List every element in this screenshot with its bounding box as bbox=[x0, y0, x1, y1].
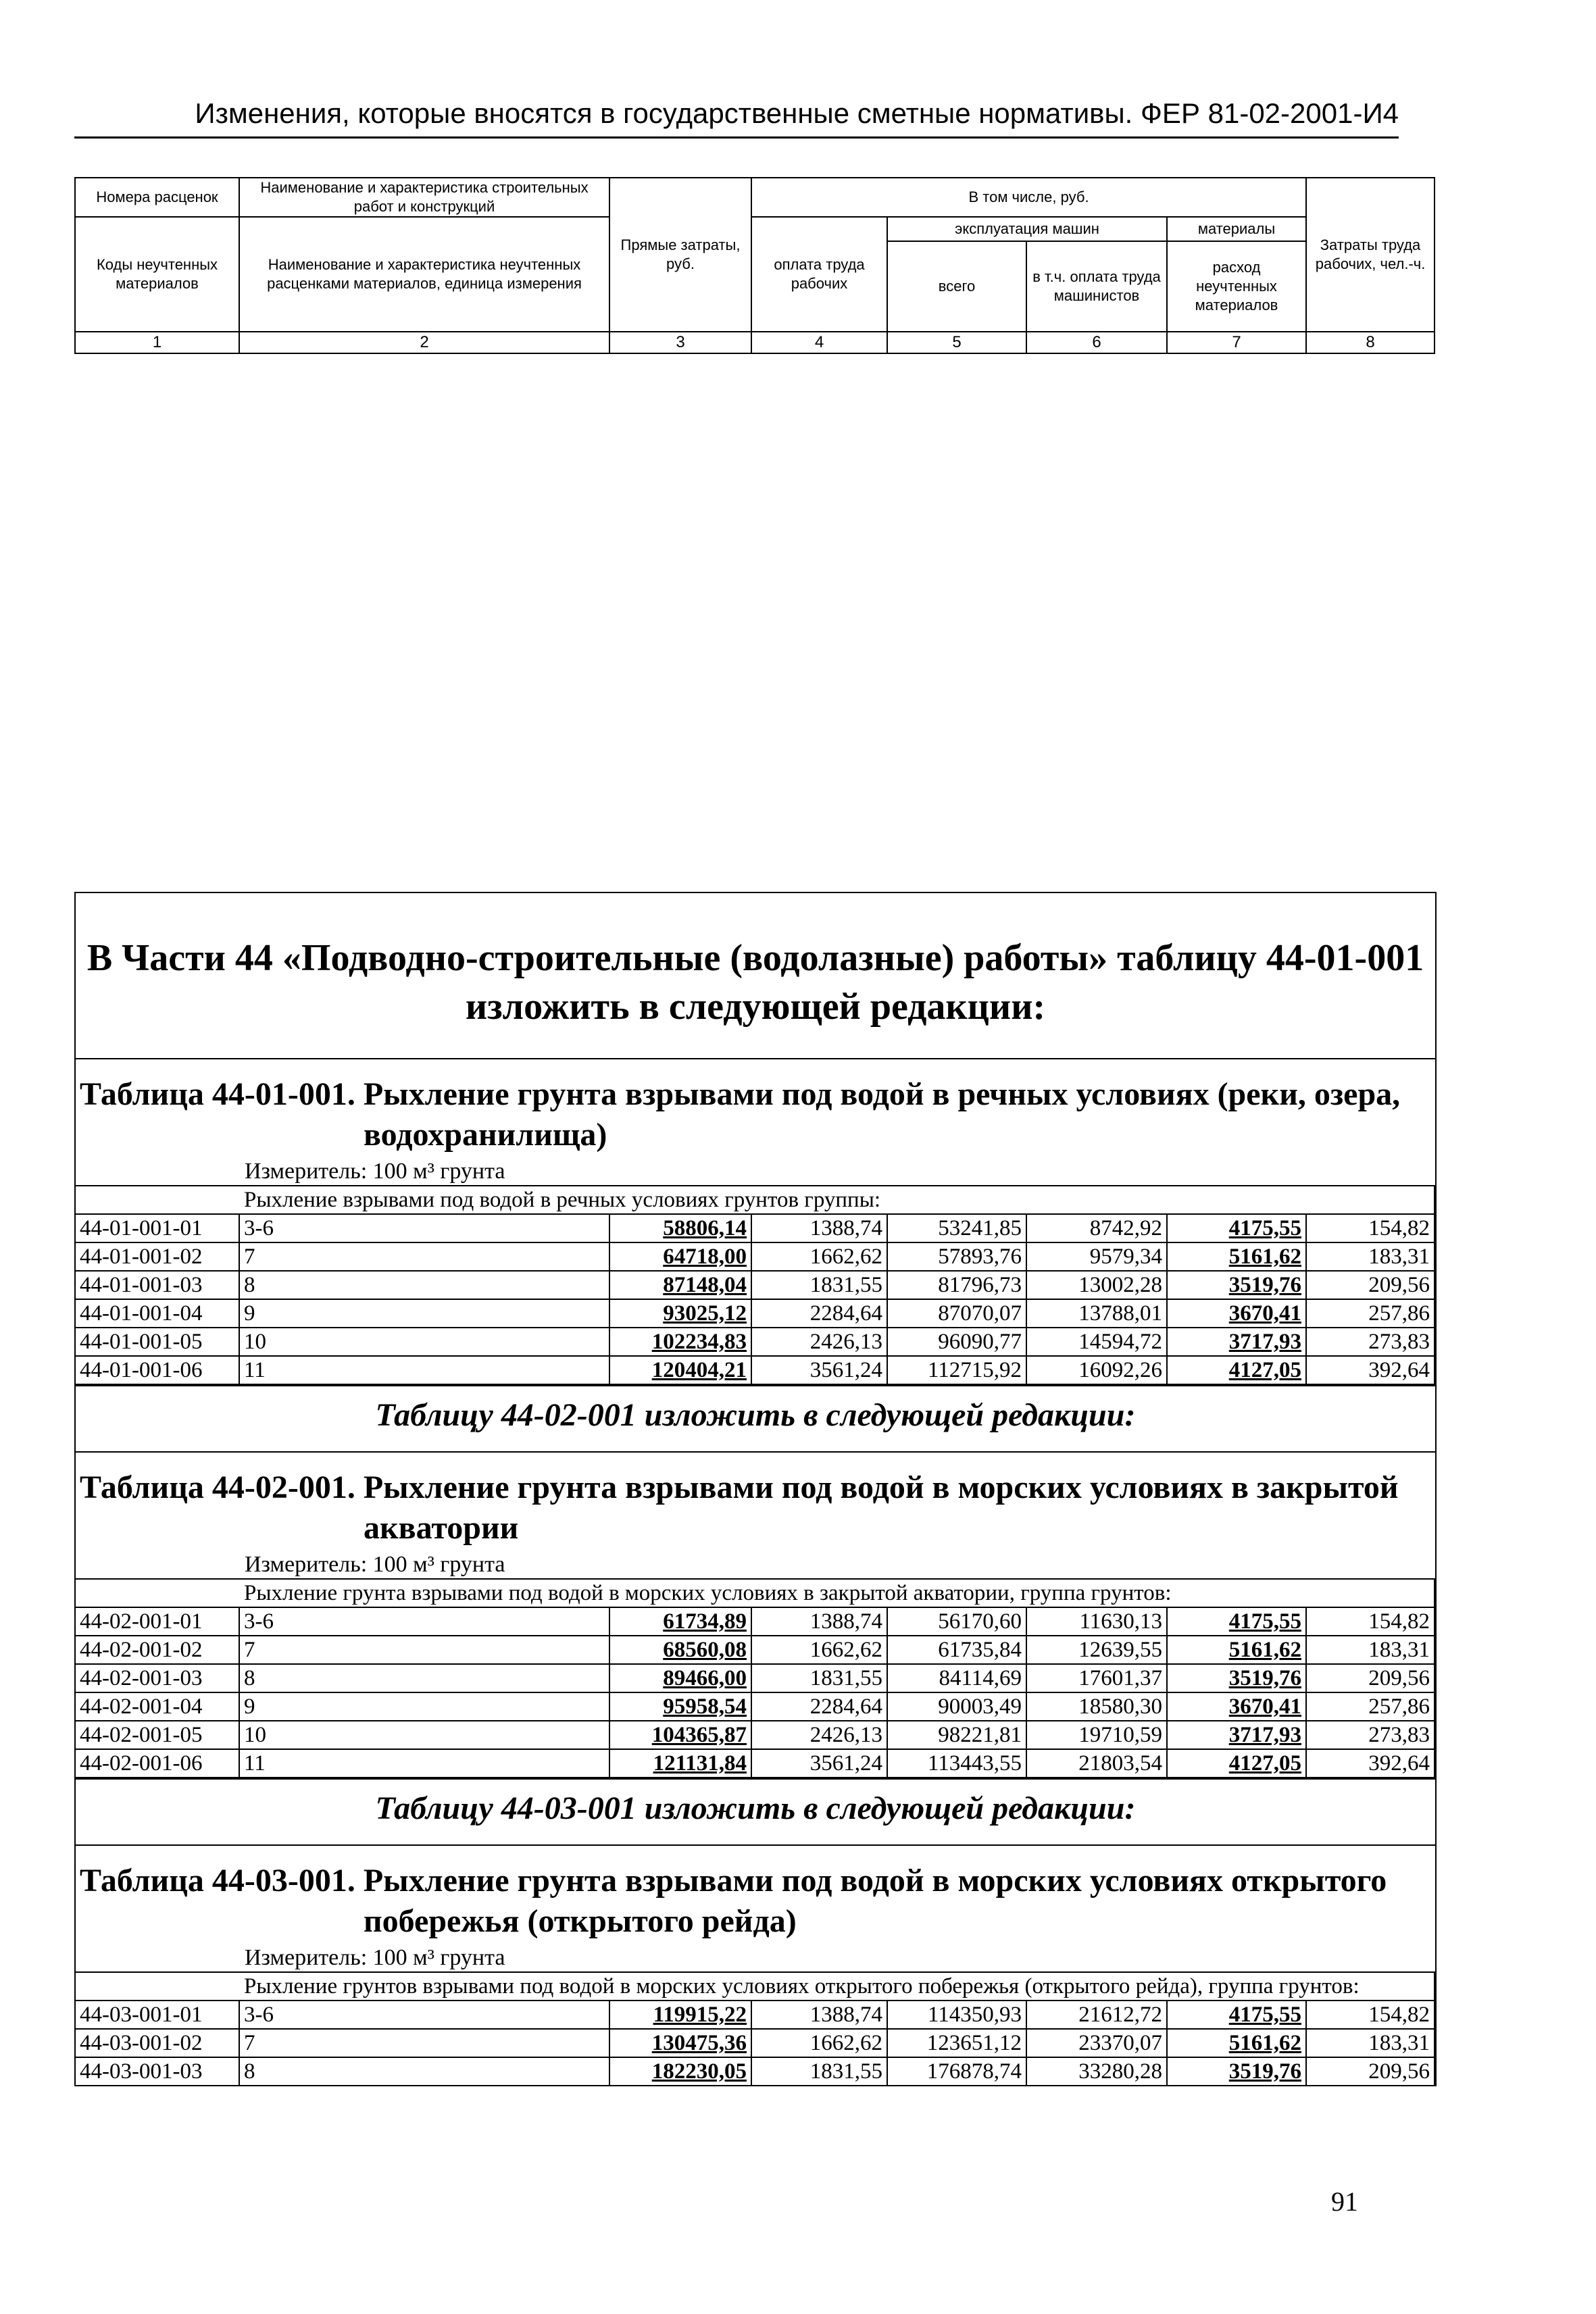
machines-total: 90003,49 bbox=[887, 1692, 1026, 1721]
machinists-pay: 33280,28 bbox=[1026, 2057, 1167, 2086]
col5-total: всего bbox=[887, 241, 1026, 332]
direct-costs: 182230,05 bbox=[609, 2057, 751, 2086]
soil-group: 10 bbox=[239, 1328, 609, 1356]
labor-costs: 154,82 bbox=[1306, 1607, 1435, 1636]
table-title-line1: Рыхление грунта взрывами под водой в морских условиях открытого bbox=[363, 1863, 1387, 1898]
table-row bbox=[75, 1214, 1435, 1242]
table-title-number: Таблица 44-02-001. bbox=[80, 1469, 355, 1505]
labor-costs: 392,64 bbox=[1306, 1749, 1435, 1778]
price-code: 44-01-001-01 bbox=[75, 1214, 239, 1242]
materials: 3519,76 bbox=[1167, 2057, 1306, 2086]
price-code: 44-03-001-01 bbox=[75, 2001, 239, 2029]
labor-costs: 257,86 bbox=[1306, 1299, 1435, 1328]
direct-costs: 93025,12 bbox=[609, 1299, 751, 1328]
col-number: 1 bbox=[75, 332, 239, 353]
machines-total: 123651,12 bbox=[887, 2029, 1026, 2057]
col1-top: Номера расценок bbox=[75, 178, 239, 217]
col2-top: Наименование и характеристика строительных работ и конструкций bbox=[239, 178, 609, 217]
soil-group: 9 bbox=[239, 1692, 609, 1721]
direct-costs: 120404,21 bbox=[609, 1356, 751, 1384]
col3-direct-costs: Прямые затраты, руб. bbox=[609, 178, 751, 332]
running-header: Изменения, которые вносятся в государственные сметные нормативы. ФЕР 81-02-2001-И4 bbox=[74, 95, 1399, 139]
machines-total: 96090,77 bbox=[887, 1328, 1026, 1356]
col7-unaccounted: расход неучтенных материалов bbox=[1167, 241, 1306, 332]
meter-line: Измеритель: 100 м³ грунта bbox=[245, 1552, 505, 1577]
subheading: Рыхление грунтов взрывами под водой в морских условиях открытого побережья (открытого рейда), группа грунтов: bbox=[75, 1972, 1435, 2001]
direct-costs: 119915,22 bbox=[609, 2001, 751, 2029]
soil-group: 7 bbox=[239, 2029, 609, 2057]
direct-costs: 58806,14 bbox=[609, 1214, 751, 1242]
table-row bbox=[75, 1242, 1435, 1271]
col-number: 4 bbox=[751, 332, 887, 353]
table-title bbox=[76, 1846, 1435, 1944]
soil-group: 11 bbox=[239, 1749, 609, 1778]
soil-group: 7 bbox=[239, 1242, 609, 1271]
content-block bbox=[74, 892, 1437, 2086]
soil-group: 3-6 bbox=[239, 1607, 609, 1636]
direct-costs: 64718,00 bbox=[609, 1242, 751, 1271]
direct-costs: 61734,89 bbox=[609, 1607, 751, 1636]
machinists-pay: 8742,92 bbox=[1026, 1214, 1167, 1242]
machinists-pay: 18580,30 bbox=[1026, 1692, 1167, 1721]
machines-total: 98221,81 bbox=[887, 1721, 1026, 1749]
price-code: 44-02-001-06 bbox=[75, 1749, 239, 1778]
table-title-line1: Рыхление грунта взрывами под водой в морских условиях в закрытой bbox=[363, 1469, 1399, 1505]
price-code: 44-01-001-06 bbox=[75, 1356, 239, 1384]
price-code: 44-01-001-04 bbox=[75, 1299, 239, 1328]
soil-group: 8 bbox=[239, 2057, 609, 2086]
machinists-pay: 21612,72 bbox=[1026, 2001, 1167, 2029]
direct-costs: 89466,00 bbox=[609, 1664, 751, 1692]
table-title-line2: акватории bbox=[364, 1510, 519, 1546]
price-code: 44-01-001-03 bbox=[75, 1271, 239, 1299]
machinists-pay: 13788,01 bbox=[1026, 1299, 1167, 1328]
in-that-header: В том числе, руб. bbox=[751, 178, 1306, 217]
table-row bbox=[75, 1636, 1435, 1664]
machinists-pay: 16092,26 bbox=[1026, 1356, 1167, 1384]
labor-pay: 3561,24 bbox=[751, 1749, 887, 1778]
materials: 4175,55 bbox=[1167, 1607, 1306, 1636]
subheading: Рыхление грунта взрывами под водой в морских условиях в закрытой акватории, группа грунтов: bbox=[75, 1579, 1435, 1607]
labor-pay: 2426,13 bbox=[751, 1721, 887, 1749]
price-code: 44-02-001-05 bbox=[75, 1721, 239, 1749]
machinists-pay: 12639,55 bbox=[1026, 1636, 1167, 1664]
labor-costs: 392,64 bbox=[1306, 1356, 1435, 1384]
labor-costs: 209,56 bbox=[1306, 2057, 1435, 2086]
materials: 4127,05 bbox=[1167, 1356, 1306, 1384]
col-number: 2 bbox=[239, 332, 609, 353]
table-title bbox=[76, 1059, 1435, 1158]
labor-pay: 2284,64 bbox=[751, 1692, 887, 1721]
direct-costs: 104365,87 bbox=[609, 1721, 751, 1749]
data-table bbox=[74, 1971, 1435, 2086]
machines-total: 81796,73 bbox=[887, 1271, 1026, 1299]
labor-costs: 154,82 bbox=[1306, 1214, 1435, 1242]
labor-pay: 1662,62 bbox=[751, 1242, 887, 1271]
labor-costs: 209,56 bbox=[1306, 1271, 1435, 1299]
materials-header: материалы bbox=[1167, 217, 1306, 241]
labor-pay: 2426,13 bbox=[751, 1328, 887, 1356]
direct-costs: 102234,83 bbox=[609, 1328, 751, 1356]
labor-pay: 1831,55 bbox=[751, 1271, 887, 1299]
materials: 3717,93 bbox=[1167, 1328, 1306, 1356]
labor-pay: 3561,24 bbox=[751, 1356, 887, 1384]
table-title-line1: Рыхление грунта взрывами под водой в речных условиях (реки, озера, bbox=[363, 1076, 1401, 1112]
materials: 4127,05 bbox=[1167, 1749, 1306, 1778]
table-title-line2: побережья (открытого рейда) bbox=[364, 1903, 797, 1939]
machinists-pay: 23370,07 bbox=[1026, 2029, 1167, 2057]
direct-costs: 87148,04 bbox=[609, 1271, 751, 1299]
soil-group: 8 bbox=[239, 1664, 609, 1692]
meter-line: Измеритель: 100 м³ грунта bbox=[245, 1945, 505, 1970]
price-code: 44-02-001-02 bbox=[75, 1636, 239, 1664]
col2-bottom: Наименование и характеристика неучтенных расценками материалов, единица измерения bbox=[239, 217, 609, 332]
labor-costs: 209,56 bbox=[1306, 1664, 1435, 1692]
machines-total: 176878,74 bbox=[887, 2057, 1026, 2086]
price-code: 44-02-001-04 bbox=[75, 1692, 239, 1721]
materials: 5161,62 bbox=[1167, 1636, 1306, 1664]
table-row bbox=[75, 2029, 1435, 2057]
labor-costs: 273,83 bbox=[1306, 1721, 1435, 1749]
table-row bbox=[75, 1607, 1435, 1636]
price-code: 44-01-001-05 bbox=[75, 1328, 239, 1356]
soil-group: 7 bbox=[239, 1636, 609, 1664]
materials: 4175,55 bbox=[1167, 2001, 1306, 2029]
machines-total: 114350,93 bbox=[887, 2001, 1026, 2029]
edit-instruction: Таблицу 44-03-001 изложить в следующей редакции: bbox=[76, 1778, 1435, 1846]
table-row bbox=[75, 1721, 1435, 1749]
price-code: 44-03-001-03 bbox=[75, 2057, 239, 2086]
meter-line: Измеритель: 100 м³ грунта bbox=[245, 1159, 505, 1184]
machinists-pay: 19710,59 bbox=[1026, 1721, 1167, 1749]
materials: 5161,62 bbox=[1167, 2029, 1306, 2057]
materials: 5161,62 bbox=[1167, 1242, 1306, 1271]
labor-costs: 273,83 bbox=[1306, 1328, 1435, 1356]
direct-costs: 68560,08 bbox=[609, 1636, 751, 1664]
price-code: 44-01-001-02 bbox=[75, 1242, 239, 1271]
machines-total: 61735,84 bbox=[887, 1636, 1026, 1664]
direct-costs: 95958,54 bbox=[609, 1692, 751, 1721]
labor-costs: 183,31 bbox=[1306, 1636, 1435, 1664]
labor-costs: 257,86 bbox=[1306, 1692, 1435, 1721]
materials: 3670,41 bbox=[1167, 1299, 1306, 1328]
machines-total: 53241,85 bbox=[887, 1214, 1026, 1242]
soil-group: 3-6 bbox=[239, 1214, 609, 1242]
materials: 3519,76 bbox=[1167, 1271, 1306, 1299]
soil-group: 8 bbox=[239, 1271, 609, 1299]
machinists-pay: 21803,54 bbox=[1026, 1749, 1167, 1778]
materials: 3519,76 bbox=[1167, 1664, 1306, 1692]
col-number: 5 bbox=[887, 332, 1026, 353]
materials: 3670,41 bbox=[1167, 1692, 1306, 1721]
part-title: В Части 44 «Подводно-строительные (водолазные) работы» таблицу 44-01-001 изложить в следующей редакции: bbox=[76, 893, 1435, 1059]
machines-total: 56170,60 bbox=[887, 1607, 1026, 1636]
table-title-number: Таблица 44-03-001. bbox=[80, 1863, 355, 1898]
col8-labor-costs: Затраты труда рабочих, чел.-ч. bbox=[1306, 178, 1435, 332]
edit-instruction: Таблицу 44-02-001 изложить в следующей редакции: bbox=[76, 1385, 1435, 1453]
materials: 3717,93 bbox=[1167, 1721, 1306, 1749]
machinists-pay: 9579,34 bbox=[1026, 1242, 1167, 1271]
soil-group: 11 bbox=[239, 1356, 609, 1384]
labor-costs: 183,31 bbox=[1306, 2029, 1435, 2057]
soil-group: 10 bbox=[239, 1721, 609, 1749]
table-row bbox=[75, 1271, 1435, 1299]
table-row bbox=[75, 1328, 1435, 1356]
labor-pay: 1831,55 bbox=[751, 1664, 887, 1692]
col4-labor-pay: оплата труда рабочих bbox=[751, 217, 887, 332]
table-row bbox=[75, 1749, 1435, 1778]
machines-total: 87070,07 bbox=[887, 1299, 1026, 1328]
labor-pay: 2284,64 bbox=[751, 1299, 887, 1328]
labor-pay: 1831,55 bbox=[751, 2057, 887, 2086]
col6-machinists: в т.ч. оплата труда машинистов bbox=[1026, 241, 1167, 332]
labor-pay: 1388,74 bbox=[751, 2001, 887, 2029]
machines-total: 57893,76 bbox=[887, 1242, 1026, 1271]
col-number: 3 bbox=[609, 332, 751, 353]
soil-group: 9 bbox=[239, 1299, 609, 1328]
machinists-pay: 17601,37 bbox=[1026, 1664, 1167, 1692]
data-table bbox=[74, 1578, 1435, 1778]
tables-container bbox=[76, 1059, 1435, 2086]
labor-pay: 1662,62 bbox=[751, 1636, 887, 1664]
soil-group: 3-6 bbox=[239, 2001, 609, 2029]
machines-total: 84114,69 bbox=[887, 1664, 1026, 1692]
table-row bbox=[75, 1664, 1435, 1692]
machines-total: 113443,55 bbox=[887, 1749, 1026, 1778]
labor-pay: 1388,74 bbox=[751, 1214, 887, 1242]
materials: 4175,55 bbox=[1167, 1214, 1306, 1242]
table-title bbox=[76, 1453, 1435, 1551]
table-title-number: Таблица 44-01-001. bbox=[80, 1076, 355, 1112]
table-row bbox=[75, 1299, 1435, 1328]
price-code: 44-02-001-03 bbox=[75, 1664, 239, 1692]
data-table bbox=[74, 1185, 1435, 1385]
column-header-table bbox=[74, 177, 1435, 354]
labor-pay: 1388,74 bbox=[751, 1607, 887, 1636]
machines-total: 112715,92 bbox=[887, 1356, 1026, 1384]
labor-costs: 183,31 bbox=[1306, 1242, 1435, 1271]
labor-pay: 1662,62 bbox=[751, 2029, 887, 2057]
machinists-pay: 11630,13 bbox=[1026, 1607, 1167, 1636]
price-code: 44-03-001-02 bbox=[75, 2029, 239, 2057]
machinists-pay: 13002,28 bbox=[1026, 1271, 1167, 1299]
table-row bbox=[75, 2057, 1435, 2086]
price-code: 44-02-001-01 bbox=[75, 1607, 239, 1636]
direct-costs: 130475,36 bbox=[609, 2029, 751, 2057]
labor-costs: 154,82 bbox=[1306, 2001, 1435, 2029]
machinists-pay: 14594,72 bbox=[1026, 1328, 1167, 1356]
col1-bottom: Коды неучтенных материалов bbox=[75, 217, 239, 332]
table-row bbox=[75, 1692, 1435, 1721]
table-title-line2: водохранилища) bbox=[364, 1117, 607, 1153]
machines-header: эксплуатация машин bbox=[887, 217, 1167, 241]
col-number: 7 bbox=[1167, 332, 1306, 353]
table-row bbox=[75, 1356, 1435, 1384]
table-row bbox=[75, 2001, 1435, 2029]
col-number: 8 bbox=[1306, 332, 1435, 353]
page-number: 91 bbox=[1331, 2186, 1358, 2217]
direct-costs: 121131,84 bbox=[609, 1749, 751, 1778]
subheading: Рыхление взрывами под водой в речных условиях грунтов группы: bbox=[75, 1186, 1435, 1214]
col-number: 6 bbox=[1026, 332, 1167, 353]
